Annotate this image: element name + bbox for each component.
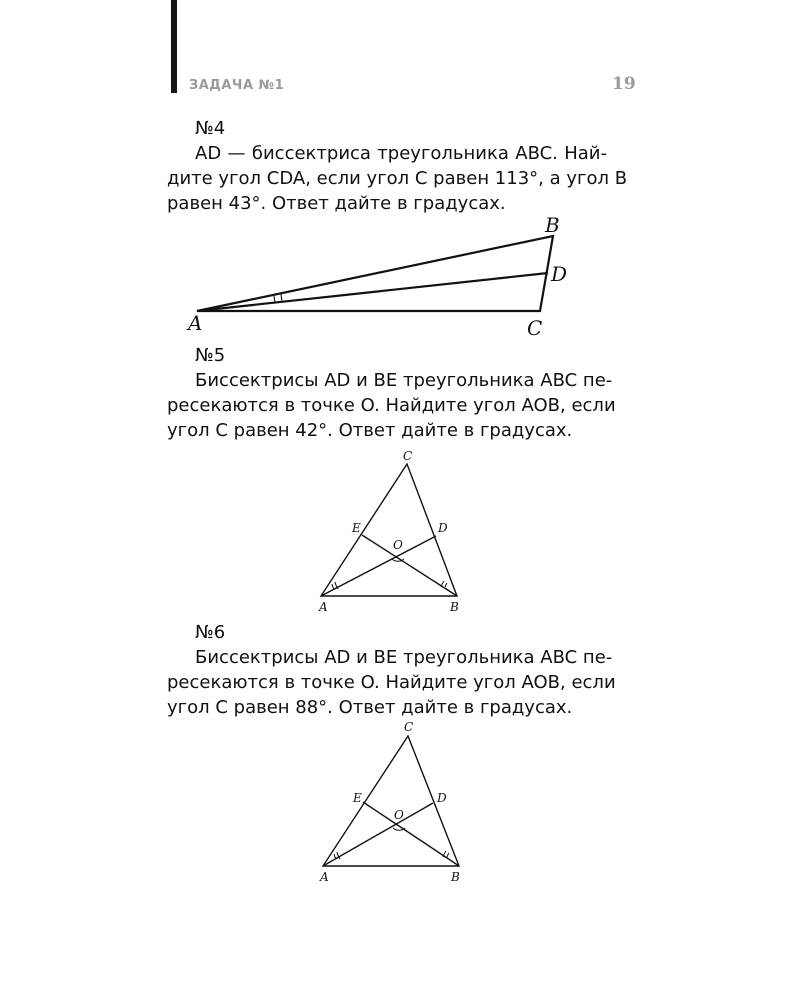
figure-4-angle-mark-2: [281, 294, 282, 301]
figure-5-label-b: B: [450, 600, 459, 614]
figure-5-triangle: [321, 464, 457, 596]
figure-4-triangle: [197, 236, 553, 311]
figure-5-bisector-be: [362, 535, 457, 596]
problem-5-line-1: Биссектрисы AD и BE треугольника ABC пе-: [195, 370, 613, 391]
figure-5-angle-b-1: [445, 583, 447, 587]
figure-4-label-b: B: [545, 213, 560, 237]
figure-4-bisector: [197, 273, 548, 311]
figure-5-label-o: O: [393, 538, 403, 552]
problem-4-line-2: дите угол CDA, если угол C равен 113°, а угол B: [167, 168, 628, 189]
figure-4-label-a: A: [188, 311, 203, 335]
problem-6-line-3: угол C равен 88°. Ответ дайте в градусах.: [167, 697, 573, 718]
problem-4-line-3: равен 43°. Ответ дайте в градусах.: [167, 193, 506, 214]
figure-4-label-d: D: [551, 262, 568, 286]
figure-4: [197, 236, 553, 311]
figure-6-bisector-be: [363, 802, 459, 866]
problem-5-line-3: угол C равен 42°. Ответ дайте в градусах.: [167, 420, 573, 441]
figure-4-label-c: C: [527, 316, 543, 340]
page-number: 19: [612, 74, 636, 94]
figure-6-angle-a-1: [334, 854, 336, 859]
figure-6-label-d: D: [437, 791, 447, 805]
figure-5-label-a: A: [319, 600, 328, 614]
figure-6-label-o: O: [394, 808, 404, 822]
problem-6-line-1: Биссектрисы AD и BE треугольника ABC пе-: [195, 647, 613, 668]
figure-6-label-a: A: [320, 870, 329, 884]
figure-6-angle-b-1: [447, 853, 449, 857]
figure-5-label-d: D: [438, 521, 448, 535]
problem-4-line-1: AD — биссектриса треугольника ABC. Най-: [195, 143, 607, 164]
problem-5-line-2: ресекаются в точке O. Найдите угол AOB, если: [167, 395, 616, 416]
figure-6-label-b: B: [451, 870, 460, 884]
figure-5: [321, 464, 457, 596]
figure-5-label-e: E: [352, 521, 361, 535]
problem-6-number: №6: [195, 622, 226, 643]
problem-4-number: №4: [195, 118, 226, 139]
figure-5-angle-a-1: [332, 584, 334, 589]
problem-6-line-2: ресекаются в точке O. Найдите угол AOB, если: [167, 672, 616, 693]
figure-6-label-c: C: [404, 720, 414, 734]
figure-4-angle-mark-1: [274, 296, 275, 302]
figure-6-label-e: E: [353, 791, 362, 805]
problem-5-number: №5: [195, 345, 226, 366]
figure-5-label-c: C: [403, 449, 413, 463]
chapter-title: ЗАДАЧА №1: [189, 78, 285, 93]
